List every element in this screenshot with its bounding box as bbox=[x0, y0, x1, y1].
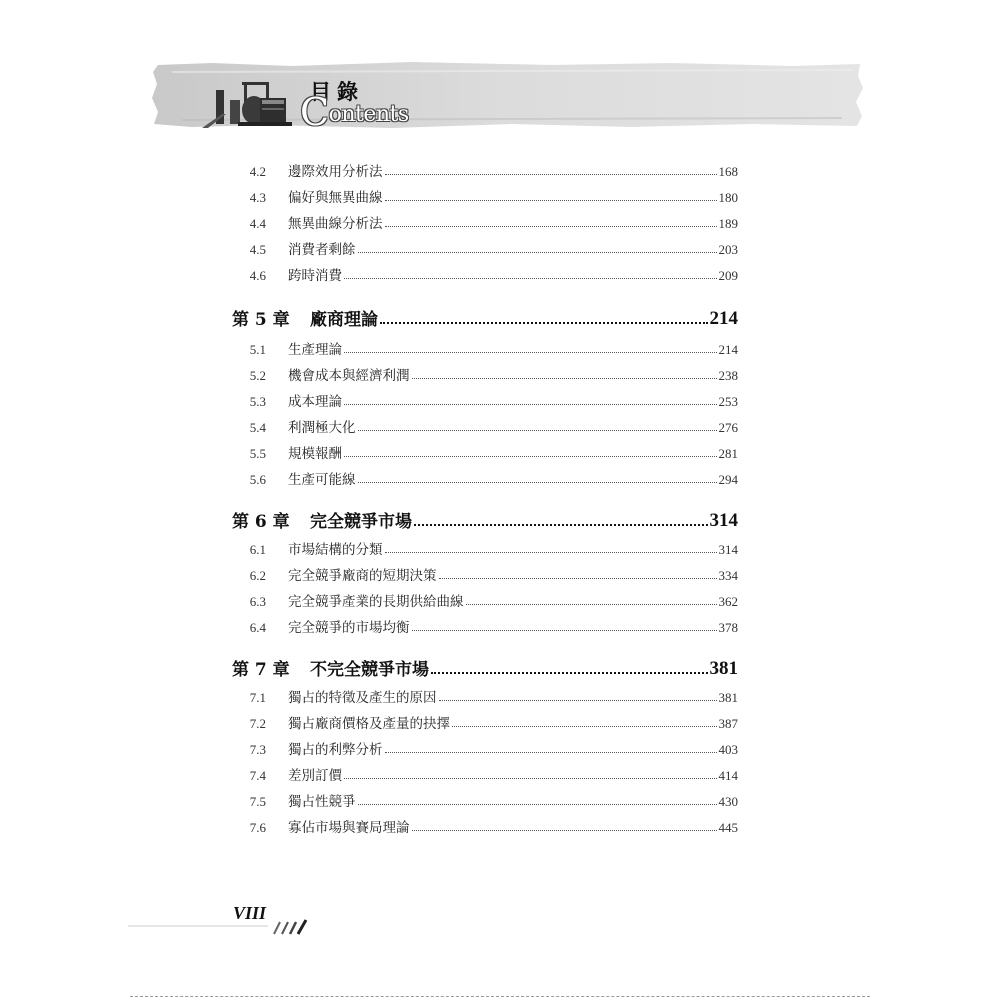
dot-leader bbox=[385, 226, 717, 227]
chapter-label: 第 7 章 bbox=[232, 660, 290, 680]
chapter-title: 完全競爭市場 bbox=[310, 512, 412, 532]
toc-chapter-row[interactable] bbox=[232, 652, 738, 680]
section-title: 獨占廠商價格及產量的抉擇 bbox=[288, 716, 450, 732]
page-ref: 387 bbox=[718, 716, 738, 731]
page-ref: 214 bbox=[709, 308, 738, 329]
section-title: 利潤極大化 bbox=[288, 420, 356, 436]
page-ref: 253 bbox=[718, 394, 738, 409]
section-title: 偏好與無異曲線 bbox=[288, 190, 383, 206]
dot-leader bbox=[344, 278, 717, 279]
section-number: 7.4 bbox=[249, 768, 266, 783]
page-ref: 314 bbox=[718, 542, 738, 557]
page-ref: 238 bbox=[718, 368, 738, 383]
page-ref: 362 bbox=[718, 594, 738, 609]
section-number: 4.5 bbox=[249, 242, 266, 257]
section-title: 獨占的特徵及產生的原因 bbox=[288, 690, 437, 706]
page-ref: 276 bbox=[718, 420, 738, 435]
dot-leader bbox=[385, 174, 717, 175]
dot-leader bbox=[385, 200, 717, 201]
section-title: 生產可能線 bbox=[288, 472, 356, 488]
section-title: 生產理論 bbox=[288, 342, 342, 358]
section-number: 5.6 bbox=[249, 472, 266, 487]
section-number: 4.2 bbox=[249, 164, 266, 179]
section-number: 6.3 bbox=[249, 594, 266, 609]
page-ref: 403 bbox=[718, 742, 738, 757]
page-ref: 334 bbox=[718, 568, 738, 583]
toc-section-row[interactable] bbox=[232, 588, 738, 610]
dot-leader bbox=[380, 322, 708, 324]
dot-leader bbox=[358, 482, 717, 483]
section-title: 消費者剩餘 bbox=[288, 242, 356, 258]
section-title: 寡佔市場與賽局理論 bbox=[288, 820, 410, 836]
section-number: 7.5 bbox=[249, 794, 266, 809]
chapter-label: 第 6 章 bbox=[232, 512, 290, 532]
section-title: 完全競爭產業的長期供給曲線 bbox=[288, 594, 464, 610]
page-ref: 168 bbox=[718, 164, 738, 179]
dot-leader bbox=[344, 456, 717, 457]
section-number: 4.6 bbox=[249, 268, 266, 283]
toc-section-row[interactable] bbox=[232, 414, 738, 436]
page-ref: 209 bbox=[718, 268, 738, 283]
title-initial-letter: C bbox=[300, 90, 329, 134]
dot-leader bbox=[414, 524, 708, 526]
section-title: 差別訂價 bbox=[288, 768, 342, 784]
section-number: 5.2 bbox=[249, 368, 266, 383]
toc-section-row[interactable] bbox=[232, 210, 738, 232]
page-ref: 294 bbox=[718, 472, 738, 487]
section-number: 6.2 bbox=[249, 568, 266, 583]
chapter-title: 廠商理論 bbox=[310, 310, 378, 330]
section-title: 獨占性競爭 bbox=[288, 794, 356, 810]
toc-section-row[interactable] bbox=[232, 710, 738, 732]
toc-section-row[interactable] bbox=[232, 814, 738, 836]
dot-leader bbox=[344, 404, 717, 405]
toc-section-row[interactable] bbox=[232, 236, 738, 258]
section-number: 5.4 bbox=[249, 420, 266, 435]
section-number: 5.1 bbox=[249, 342, 266, 357]
page-title-english bbox=[300, 90, 409, 134]
section-number: 7.1 bbox=[249, 690, 266, 705]
toc-section-row[interactable] bbox=[232, 336, 738, 358]
toc-section-row[interactable] bbox=[232, 262, 738, 284]
toc-section-row[interactable] bbox=[232, 684, 738, 706]
page-ref: 180 bbox=[718, 190, 738, 205]
section-number: 7.2 bbox=[249, 716, 266, 731]
page-ref: 189 bbox=[718, 216, 738, 231]
title-rest-letters: ontents bbox=[328, 102, 409, 127]
header-banner bbox=[152, 62, 864, 128]
section-number: 4.3 bbox=[249, 190, 266, 205]
dot-leader bbox=[412, 630, 717, 631]
toc-section-row[interactable] bbox=[232, 736, 738, 758]
dot-leader bbox=[358, 252, 717, 253]
page-ref: 214 bbox=[718, 342, 738, 357]
page-ref: 378 bbox=[718, 620, 738, 635]
page-ref: 430 bbox=[718, 794, 738, 809]
toc-section-row[interactable] bbox=[232, 466, 738, 488]
dot-leader bbox=[439, 700, 717, 701]
toc-section-row[interactable] bbox=[232, 788, 738, 810]
page-cut-line bbox=[130, 996, 870, 997]
section-number: 7.3 bbox=[249, 742, 266, 757]
page-ref: 414 bbox=[718, 768, 738, 783]
toc-section-row[interactable] bbox=[232, 362, 738, 384]
dot-leader bbox=[385, 752, 717, 753]
toc-section-row[interactable] bbox=[232, 762, 738, 784]
footer-slash-decoration bbox=[128, 914, 318, 938]
dot-leader bbox=[344, 352, 717, 353]
section-title: 跨時消費 bbox=[288, 268, 342, 284]
section-title: 成本理論 bbox=[288, 394, 342, 410]
dot-leader bbox=[466, 604, 717, 605]
toc-section-row[interactable] bbox=[232, 388, 738, 410]
toc-section-row[interactable] bbox=[232, 158, 738, 180]
toc-chapter-row[interactable] bbox=[232, 302, 738, 330]
dot-leader bbox=[358, 430, 717, 431]
section-title: 機會成本與經濟利潤 bbox=[288, 368, 410, 384]
page-ref: 381 bbox=[718, 690, 738, 705]
page-ref: 203 bbox=[718, 242, 738, 257]
toc-chapter-row[interactable] bbox=[232, 504, 738, 532]
toc-section-row[interactable] bbox=[232, 440, 738, 462]
page-ref: 314 bbox=[709, 510, 738, 531]
section-title: 邊際效用分析法 bbox=[288, 164, 383, 180]
dot-leader bbox=[344, 778, 717, 779]
page-ref: 445 bbox=[718, 820, 738, 835]
section-number: 5.5 bbox=[249, 446, 266, 461]
section-title: 獨占的利弊分析 bbox=[288, 742, 383, 758]
page-title-chinese: 目錄 bbox=[310, 80, 364, 104]
dot-leader bbox=[439, 578, 717, 579]
page-number: VIII bbox=[233, 903, 267, 923]
page-ref: 381 bbox=[709, 658, 738, 679]
dot-leader bbox=[385, 552, 717, 553]
toc-section-row[interactable] bbox=[232, 614, 738, 636]
section-title: 規模報酬 bbox=[288, 446, 342, 462]
section-number: 6.4 bbox=[249, 620, 266, 635]
section-title: 完全競爭廠商的短期決策 bbox=[288, 568, 437, 584]
toc-section-row[interactable] bbox=[232, 536, 738, 558]
chapter-title: 不完全競爭市場 bbox=[310, 660, 429, 680]
dot-leader bbox=[358, 804, 717, 805]
dot-leader bbox=[431, 672, 708, 674]
dot-leader bbox=[412, 830, 717, 831]
toc-section-row[interactable] bbox=[232, 184, 738, 206]
section-number: 6.1 bbox=[249, 542, 266, 557]
chapter-label: 第 5 章 bbox=[232, 310, 290, 330]
section-title: 無異曲線分析法 bbox=[288, 216, 383, 232]
section-title: 市場結構的分類 bbox=[288, 542, 383, 558]
toc-section-row[interactable] bbox=[232, 562, 738, 584]
section-number: 4.4 bbox=[249, 216, 266, 231]
dot-leader bbox=[452, 726, 717, 727]
section-number: 5.3 bbox=[249, 394, 266, 409]
section-number: 7.6 bbox=[249, 820, 266, 835]
factory-icon bbox=[202, 70, 292, 128]
page-ref: 281 bbox=[718, 446, 738, 461]
section-title: 完全競爭的市場均衡 bbox=[288, 620, 410, 636]
dot-leader bbox=[412, 378, 717, 379]
